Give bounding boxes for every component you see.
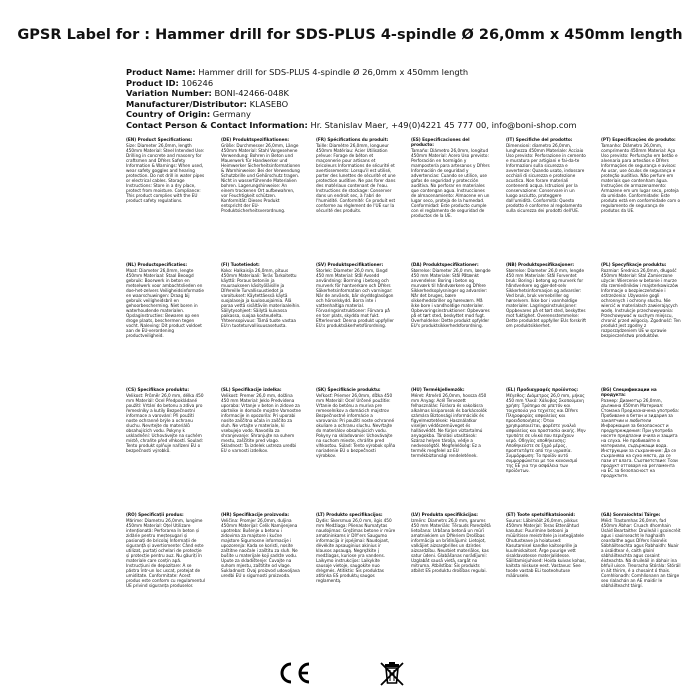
spec-heading: (EL) Προδιαγραφές προϊόντος: (506, 387, 579, 392)
meta-row-manufacturer (126, 99, 686, 110)
spec-text: Størrelse: Diameter 26,0 mm, længde 450 mm Materiale: Stål Påtænkt anvendelse: Boring i beton og murværk til håndværkere og DIYere Sikkerhedsoplysninger og advarsler: Når det bruges, bære sikkerhedsbriller og høreværn. Må ikke bore i vandholdige materialer. Opbevaringsinstruktioner: Opbevares på et tørt sted, beskyttet mod fugt. Overholdelse: Dette produkt opfylder EU's produktsikkerhedsforordning. (411, 268, 491, 328)
spec-text: Maat: Diameter 26,0mm, lengte 450mm Materiaal: Staal Beoogd gebruik: Boorwerk in beton en metselwerk voor ambachtslieden en doe-het-zelvers Veiligheidsinformatie en waarschuwingen: Draag bij gebruik veiligheidsbril en gehoorbescherming. Niet boren in waterhoudende materialen. Opslaginstructies: Bewaren op een droge plaats, beschermen tegen vocht. Naleving: Dit product voldoet aan de EU-verordening productveiligheid. (126, 268, 204, 338)
spec-heading: (IT) Specifiche del prodotto: (506, 137, 573, 142)
spec-band (126, 512, 682, 637)
meta-key: Contact Person & Contact Information: (126, 119, 308, 130)
spec-text: Izmērs: Diametrs 26,0 mm, garums 450 mm Materiāls: Tērauds Paredzētā lietošana: Urbšana betonā un mūrī amatniekiem un DIYeriem Drošības informācija un brīdinājumi: Lietojot, valkājiet aizsargbrilles un dzirdes aizsardzību. Neurbiet materiālos, kas satur ūdeni. Glabāšanas norādījumi: Uzglabāt sausā vietā, sargāt no mitruma. Atbilstība: Šis produkts atbilst ES produktu drošības regulai. (411, 518, 491, 573)
spec-block-pl (601, 262, 681, 338)
spec-text: Velikost: Premer 26,0 mm, dolžina 450 mm Material: Jeklo Predvidena uporaba: Vrtanje v beton in zidove za obrtnike in domače mojstre Varnostne informacije in opozorila: Pri uporabi nosite zaščitna očala in zaščito za sluh. Ne vrtajte v materiale, ki vsebujejo vodo. Navodila za shranjevanje: Shranjujte na suhem mestu, zaščitite pred vlago. Skladnost: Ta izdelek ustreza uredbi EU o varnosti izdelkov. (221, 393, 301, 453)
spec-block-hu (411, 387, 491, 458)
spec-heading: (DE) Produktspezifikationen: (221, 137, 290, 142)
spec-heading: (EN) Product Specifications: (126, 137, 193, 142)
spec-heading: (FI) Tuotetiedot: (221, 262, 260, 267)
spec-block-pt (601, 137, 681, 213)
spec-heading: (SK) Špecifikácie produktu: (316, 387, 381, 392)
spec-heading: (DA) Produktspecifikationer: (411, 262, 479, 267)
meta-value: 106246 (181, 77, 214, 88)
spec-block-bg (601, 387, 681, 478)
compliance-marks (270, 660, 430, 690)
ce-mark-icon (276, 660, 312, 686)
spec-block-fr (316, 137, 396, 213)
spec-text: Storlek: Diameter 26,0 mm, längd 450 mm Material: Stål Avsedd användning: Borrning i betong och murverk för hantverkare och DIYers Säkerhetsinformation och varningar: När de används, bär skyddsglasögon och hörselskydd. Borra inte i vattenhaltiga material. Förvaringsinstruktioner: Förvara på en torr plats, skydda mot fukt. Efterlevnad: Denna produkt uppfyller EU:s produktsäkerhetsförordning. (316, 268, 394, 328)
spec-text: Dydis: Skersmuo 26,0 mm, ilgis 450 mm Medžiaga: Plienas Numatytas naudojimas: Gręžimas betone ir mūre amatininkams ir DIY'ers Saugumo informacija ir įspėjimai: Naudojant, dėvėkite apsauginius akinius ir klausos apsaugą. Negręžkite į medžiagas, kuriose yra vandens. Laikymo instrukcijos: Laikykite sausoje vietoje, saugokite nuo drėgmės. Atitiktis: Šis produktas atitinka ES produktų saugos reglamentą. (316, 518, 396, 583)
meta-key: Product Name: (126, 67, 196, 77)
spec-block-da (411, 262, 491, 328)
meta-value: BONI-42466-048K (214, 88, 289, 99)
spec-text: Koko: Halkaisija 26,0mm, pituus 450mm Materiaali: Teräs Tarkoitettu käyttö: Poraus betoniin ja muuraukseen käsityöläisille ja DIYereille Turvallisuustiedot ja varoitukset: Käytettäessä käytä suojalaseja ja kuulosuojaimia. Älä poraa vettä sisältäviin materiaaleihin. Säilytysohjeet: Säilytä kuivassa paikassa, suojaa kosteudelta. Yhteensopivuus: Tämä tuote vastaa EU:n tuoteturvallisuusasetusta. (221, 268, 301, 328)
spec-text: Veľkosť: Priemer 26,0mm, dĺžka 450 mm Materiál: Oceľ Určené použitie: Vŕtanie do betónu a muriva pre remeselníkov a domácich majstrov Bezpečnostné informácie a varovania: Pri použití noste ochranné okuliare a ochranu sluchu. Nevŕtajte do materiálov obsahujúcich vodu. Pokyny na skladovanie: Uchovávajte na suchom mieste, chráňte pred vlhkosťou. Súlad: Tento výrobok spĺňa nariadenie EÚ o bezpečnosti výrobkov. (316, 393, 396, 458)
spec-heading: (RO) Specificații produs: (126, 512, 184, 517)
spec-text: Μέγεθος: Διάμετρος 26,0 mm, μήκος 450 mm Υλικό: Χάλυβας Σκοπούμενη χρήση: Τρύπημα σε μπετόν και τοιχοποιία για τεχνίτες και DIYers Πληροφορίες ασφαλείας και προειδοποιήσεις: Όταν χρησιμοποιείται, φορέστε γυαλιά ασφαλείας και προστασία ακοής. Μην τρυπάτε σε υλικά που περιέχουν νερό. Οδηγίες αποθήκευσης: Αποθηκεύστε σε ξηρό μέρος, προστατέψτε από την υγρασία. Συμμόρφωση: Το προϊόν αυτό συμμορφώνεται με τον κανονισμό της ΕΕ για την ασφάλεια των προϊόντων. (506, 393, 586, 473)
spec-heading: (NL) Productspecificaties: (126, 262, 188, 267)
spec-heading: (HU) Termékjellemzők: (411, 387, 465, 392)
spec-block-de (221, 137, 301, 213)
meta-key: Product ID: (126, 77, 179, 88)
spec-heading: (HR) Specifikacije proizvoda: (221, 512, 290, 517)
spec-text: Mărime: Diametru 26,0mm, lungime 450mm Material: Oțel Utilizare intenționată: Perforarea în beton și zidărie pentru meșteșugari și pasionați de bricolaj Informații de siguranță și avertismente: Când este utilizat, purtați ochelari de protecție și protecție pentru auz. Nu găuriți în materiale care conțin apă. Instrucțiuni de depozitare: A se păstra într-un loc uscat, protejat de umiditate. Conformitate: Acest produs este conform cu regulamentul UE privind siguranța produselor. (126, 518, 205, 588)
meta-value: Hammer drill for SDS-PLUS 4-spindle Ø 26,0mm x 450mm length (198, 67, 469, 77)
spec-band (126, 137, 682, 262)
spec-heading: (NB) Produktspesifikasjoner: (506, 262, 575, 267)
spec-block-et (506, 512, 586, 578)
spec-block-es (411, 137, 491, 218)
spec-block-en (126, 137, 206, 203)
spec-block-el (506, 387, 586, 473)
spec-text: Suurus: Läbimõõt 26,0mm, pikkus 450mm Materjal: Teras Ettenähtud kasutus: Puurimine betooni ja müüritisse meistritele ja isetegijatele Ohutusteave ja hoiatused: Kasutamisel kandke kaitseprille ja kuulmiskaitset. Ärge puurige vett sisaldavatesse materjalidesse. Säilitamisjuhised: Hoida kuivas kohas, kaitsta niiskuse eest. Vastavus: See toode vastab ELi tooteohutuse määrusele. (506, 518, 586, 578)
meta-row-product-name (126, 67, 686, 78)
spec-block-fi (221, 262, 301, 328)
spec-text: Размер: Диаметър 26,0mm, дължина 450mm Материал: Стомана Предназначена употреба: Пробиване в бетон и зидария за занаятчии и любители Информация за безопасност и предупреждения: При употреба носете предпазни очила и защита на слуха. Не пробивайте в материали, съдържащи вода. Инструкции за съхранение: Да се съхранява на сухо място, да се пази от влага. Съответствие: Този продукт отговаря на регламента на ЕС за безопасност на продуктите. (601, 398, 680, 478)
meta-value: Hr. Stanislav Maer, +49(0)4221 45 777 00, info@boni-shop.com (310, 119, 577, 130)
spec-block-hr (221, 512, 301, 578)
spec-block-lt (316, 512, 396, 583)
spec-block-ro (126, 512, 206, 588)
spec-heading: (LV) Produkta specifikācijas: (411, 512, 478, 517)
spec-text: Taille: Diamètre 26,0mm, longueur 450mm Matériau: Acier Utilisation prévue: Forage de béton et maçonnerie pour artisans et bricoleurs Informations de sécurité et avertissements: Lorsqu'il est utilisé, porter des lunettes de sécurité et une protection auditive. Ne pas forer dans des matériaux contenant de l'eau. Instructions de stockage: Conserver dans un endroit sec, à l'abri de l'humidité. Conformité: Ce produit est conforme au règlement de l'UE sur la sécurité des produits. (316, 143, 396, 213)
meta-row-contact (126, 120, 686, 131)
spec-block-lv (411, 512, 491, 573)
spec-text: Size: Diameter 26,0mm, length 450mm Material: Steel Intended Use: Drilling in concrete and masonry for craftsmen and DIYers Safety Information & Warnings: When used, wear safety goggles and hearing protection. Do not drill in water pipes or electrical cables. Storage Instructions: Store in a dry place, protect from moisture. Compliance: This product complies with the EU product safety regulations. (126, 143, 205, 203)
spec-heading: (PT) Especificações do produto: (601, 137, 676, 142)
meta-key: Country of Origin: (126, 109, 211, 120)
meta-row-product-id (126, 78, 686, 89)
spec-text: Größe: Durchmesser 26,0mm, Länge 450mm Material: Stahl Vorgesehene Verwendung: Bohren in Beton und Mauerwerk für Handwerker und Heimwerker Sicherheitsinformationen & Warnhinweise: Bei der Verwendung Schutzbrille und Gehörschutz tragen. Nicht in wasserführende Materialien bohren. Lagerungshinweise: An einem trockenen Ort aufbewahren, vor Feuchtigkeit schützen. Konformität: Dieses Produkt entspricht der EU-Produktsicherheitsverordnung. (221, 143, 301, 213)
spec-heading: (ET) Toote spetsifikatsioonid: (506, 512, 576, 517)
spec-text: Tamanho: Diâmetro 26,0mm, comprimento 450mm Material: Aço Uso previsto: Perfuração em betão e alvenaria para artesãos e DIYers Informações de segurança e avisos: Ao usar, use óculos de segurança e proteção auditiva. Não perfure em materiais que contenham água. Instruções de armazenamento: Armazene em um lugar seco, proteja da umidade. Conformidade: Este produto está em conformidade com o regulamento de segurança de produtos da UE. (601, 143, 681, 213)
spec-text: Rozmiar: Średnica 26,0mm, długość 450mm Materiał: Stal Zamierzone użycie: Wiercenie w betonie i murze dla rzemieślników i majsterkowiczów Informacje o bezpieczeństwie i ostrzeżenia: Używanie gogli ochronnych i ochrony słuchu. Nie wiercić w materiałach zawierających wodę. Instrukcje przechowywania: Przechowywać w suchym miejscu, chronić przed wilgocią. Zgodność: Ten produkt jest zgodny z rozporządzeniem UE w sprawie bezpieczeństwa produktów. (601, 268, 681, 338)
spec-text: Velikost: Průměr 26,0 mm, délka 450 mm Materiál: Ocel Předpokládané použití: Vrtání do betonu a zdiva pro řemeslníky a kutily Bezpečnostní informace a varování: Při použití noste ochranné brýle a ochranu sluchu. Nevrtejte do materiálů obsahujících vodu. Pokyny k uskladnění: Uchovávejte na suchém místě, chraňte před vlhkostí. Soulad: Tento produkt splňuje nařízení EU o bezpečnosti výrobků. (126, 393, 204, 453)
spec-heading: (CS) Specifikace produktu: (126, 387, 190, 392)
meta-key: Variation Number: (126, 88, 212, 99)
meta-value: KLASEBO (249, 98, 289, 109)
spec-block-sk (316, 387, 396, 458)
spec-text: Méid: Trastomhas 26,0mm, fad 450mm Ábhar: Cruach dhomhain Úsáid Beartaithe: Druileáil i gcoincréit agus i saoirseacht le haghaidh ceardaithe agus DIYers Faisnéis Sábháilteachta agus Rabhaidh: Nuair a úsáidtear é, caith gloiní sábháilteachta agus cosaint éisteachta. Ná druileáil in ábhair ina bhfuil uisce. Treoracha Stórála: Stóráil in áit thirim, é a chosaint ó thais. Comhlíonadh: Comhlíonann an táirge seo rialachán an AE maidir le sábháilteacht táirgí. (601, 518, 681, 588)
spec-text: Méret: Átmérő 26,0mm, hossza 450 mm Anyag: Acél Tervezett felhasználás: Fúrásra és vakolásra alkalmas kisiparosok és barkácsolók számára Biztonsági információk és figyelmeztetések: Használatkor viseljen védőszemüveget és hallásvédőt. Ne fúrjon víztartalmú anyagokba. Tárolási utasítások: Száraz helyen tárolja, védje a nedvességtől. Megfelelőség: Ez a termék megfelel az EU termékbiztonsági rendeletének. (411, 393, 487, 458)
spec-text: Tamaño: Diámetro 26,0mm, longitud 450mm Material: Acero Uso previsto: Perforación en hormigón y mampostería para artesanos y DIYers Información de seguridad y advertencias: Cuando se utilice, use gafas de seguridad y protección auditiva. No perforar en materiales que contengan agua. Instrucciones de almacenamiento: Almacene en un lugar seco, proteja de la humedad. Conformidad: Este producto cumple con el reglamento de seguridad de productos de la UE. (411, 148, 490, 218)
spec-text: Størrelse: Diameter 26,0 mm, lengde 450 mm Materiale: Stål Forventet bruk: Boring i betong og murverk for håndverkere og gjør-det-selv Sikkerhetsinformasjon og advarsler: Ved bruk, bruk vernebriller og hørselvern. Ikke bor i vannholdige materialer. Lagringsinstruksjoner: Oppbevares på et tørt sted, beskyttes mot fuktighet. Overensstemmelse: Dette produktet oppfyller EUs forskrift om produktsikkerhet. (506, 268, 586, 328)
spec-block-ga (601, 512, 681, 588)
spec-band (126, 387, 682, 512)
spec-heading: (SV) Produktspecifikationer: (316, 262, 384, 267)
spec-heading: (GA) Sonraíochtaí Táirge: (601, 512, 661, 517)
spec-heading: (ES) Especificaciones del producto: (411, 137, 470, 147)
spec-block-sv (316, 262, 396, 328)
spec-heading: (BG) Спецификации на продукта: (601, 387, 657, 397)
spec-block-nl (126, 262, 206, 338)
language-spec-grid (126, 137, 682, 637)
spec-text: Dimensioni: diametro 26,0mm, lunghezza 450mm Materiale: Acciaio Uso previsto: Perforazione in cemento e muratura per artigiani e fai-da-te Informazioni sulla sicurezza e avvertenze: Quando usato, indossare occhiali di sicurezza e protezione acustica. Non forare materiali contenenti acqua. Istruzioni per la conservazione: Conservare in un luogo asciutto, proteggere dall'umidità. Conformità: Questo prodotto è conforme al regolamento sulla sicurezza dei prodotti dell'UE. (506, 143, 586, 213)
spec-text: Veličina: Promjer 26,0mm, duljina 450mm Materijal: Čelik Namijenjena upotreba: Bušenje u betonu i zidovima za majstore i kućne majstore Sigurnosne informacije i upozorenja: Kada se koristi, nosite zaštitne naočale i zaštitu za sluh. Ne bušite u materijale koji sadrže vodu. Upute za skladištenje: Čuvajte na suhom mjestu, zaštitite od vlage. Sukladnost: Ovaj proizvod udovoljava uredbi EU o sigurnosti proizvoda. (221, 518, 300, 578)
spec-heading: (PL) Specyfikacje produktu: (601, 262, 667, 267)
meta-value: Germany (212, 109, 251, 120)
spec-band (126, 262, 682, 387)
spec-block-cs (126, 387, 206, 453)
recycling-bin-crossed-icon (376, 660, 408, 688)
spec-heading: (FR) Spécifications du produit: (316, 137, 389, 142)
page-title: GPSR Label for : Hammer drill for SDS-PLUS 4-spindle Ø 26,0mm x 450mm length (17, 27, 683, 43)
spec-block-it (506, 137, 586, 213)
spec-heading: (LT) Produkto specifikacijos: (316, 512, 383, 517)
spec-block-sl (221, 387, 301, 453)
spec-heading: (SL) Specifikacije izdelka: (221, 387, 282, 392)
meta-row-country (126, 109, 686, 120)
meta-key: Manufacturer/Distributor: (126, 98, 248, 109)
product-meta (126, 67, 686, 131)
meta-row-variation-number (126, 88, 686, 99)
spec-block-nb (506, 262, 586, 328)
